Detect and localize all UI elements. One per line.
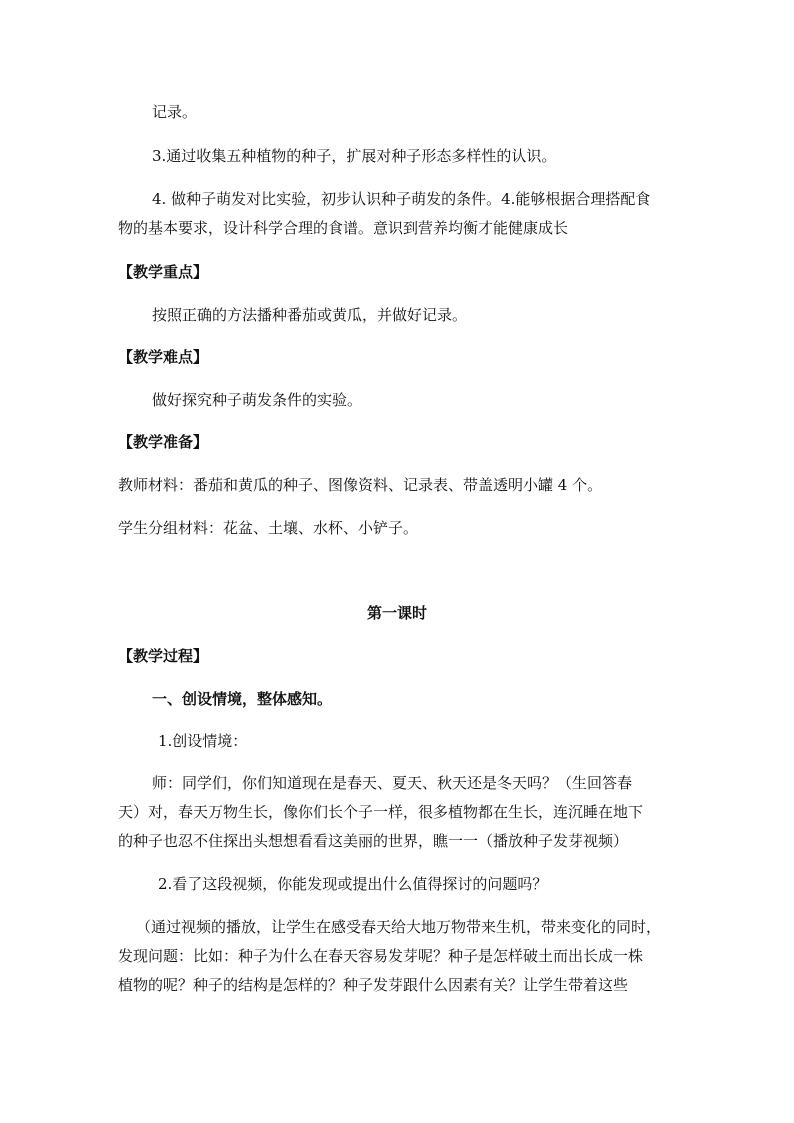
- objective-item-4-line-2: 物的基本要求，设计科学合理的食谱。意识到营养均衡才能健康成长: [118, 219, 569, 237]
- lesson-title: 第一课时: [366, 604, 427, 622]
- paragraph-record-continued: 记录。: [152, 103, 198, 121]
- heading-difficulties: 【教学难点】: [118, 348, 209, 366]
- note-line-1: （通过视频的播放，让学生在感受春天给大地万物带来生机，带来变化的同时，: [136, 918, 662, 936]
- objective-item-3: 3.通过收集五种植物的种子，扩展对种子形态多样性的认识。: [152, 147, 557, 165]
- note-line-2: 发现问题：比如：种子为什么在春天容易发芽呢？种子是怎样破土而出长成一株: [118, 947, 644, 965]
- objective-item-4-line-1: 4. 做种子萌发对比实验，初步认识种子萌发的条件。4.能够根据合理搭配食: [152, 190, 651, 208]
- teacher-dialogue-line-3: 的种子也忍不住探出头想想看看这美丽的世界，瞧一一（播放种子发芽视频）: [118, 832, 629, 850]
- teacher-dialogue-line-2: 天）对，春天万物生长，像你们长个子一样，很多植物都在生长，连沉睡在地下: [118, 803, 644, 821]
- heading-preparation: 【教学准备】: [118, 433, 209, 451]
- student-materials: 学生分组材料：花盆、土壤、水杯、小铲子。: [118, 519, 419, 537]
- note-line-3: 植物的呢？种子的结构是怎样的？种子发芽跟什么因素有关？让学生带着这些: [118, 976, 629, 994]
- step-1: 1.创设情境：: [158, 732, 248, 750]
- heading-process: 【教学过程】: [118, 647, 209, 665]
- heading-key-points: 【教学重点】: [118, 263, 209, 281]
- difficulties-text: 做好探究种子萌发条件的实验。: [152, 391, 363, 409]
- teacher-dialogue-line-1: 师：同学们，你们知道现在是春天、夏天、秋天还是冬天吗？（生回答春: [152, 774, 633, 792]
- step-2: 2.看了这段视频，你能发现或提出什么值得探讨的问题吗？: [158, 875, 548, 893]
- teacher-materials: 教师材料：番茄和黄瓜的种子、图像资料、记录表、带盖透明小罐 4 个。: [118, 476, 603, 494]
- section-1-title: 一、创设情境，整体感知。: [152, 690, 333, 708]
- key-points-text: 按照正确的方法播种番茄或黄瓜，并做好记录。: [152, 306, 468, 324]
